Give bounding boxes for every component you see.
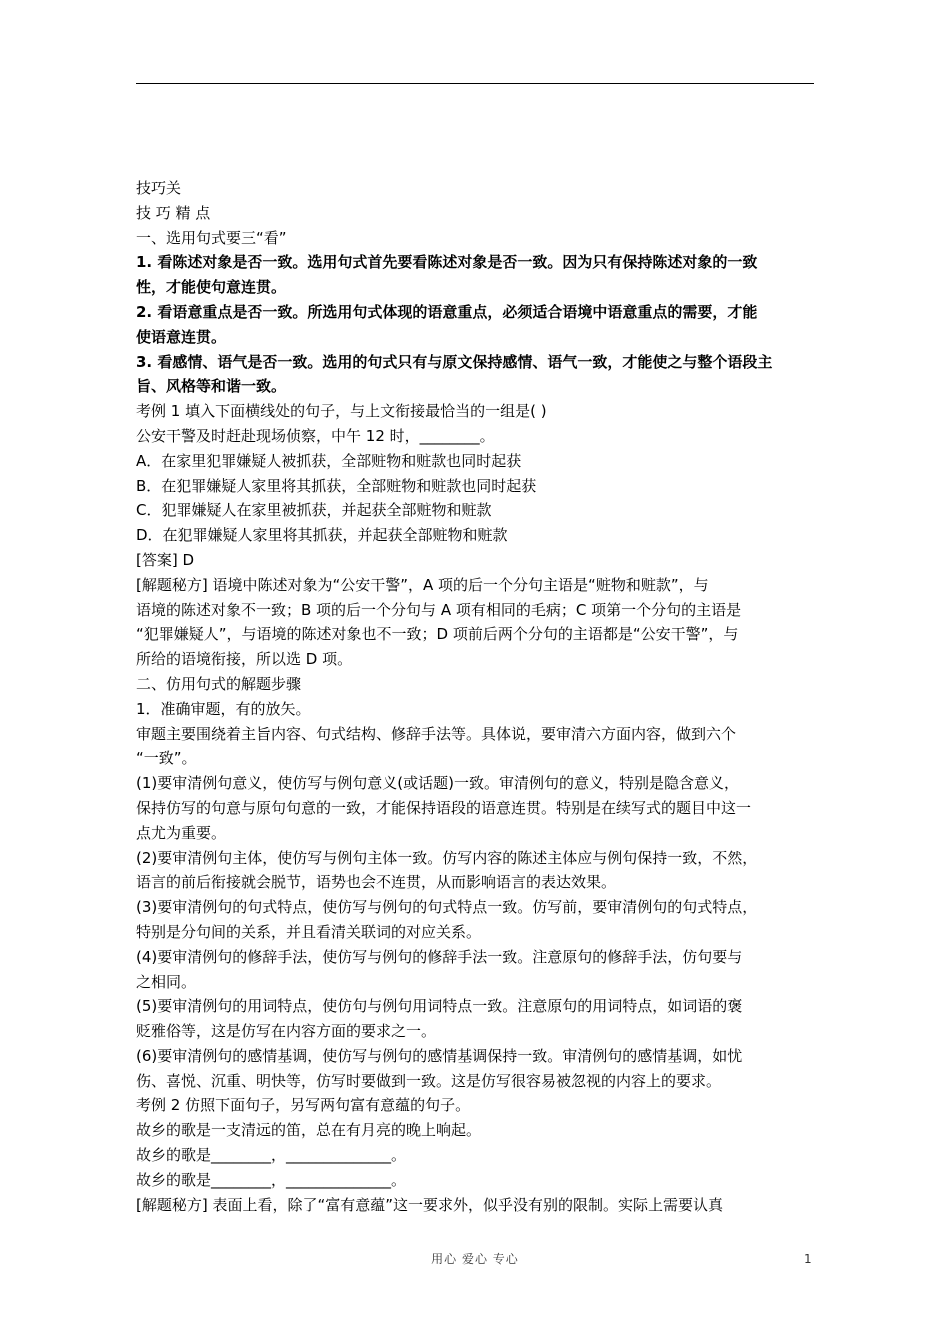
paragraph-line: (5)要审清例句的用词特点，使仿句与例句用词特点一致。注意原句的用词特点，如词语的褒 (136, 997, 743, 1016)
document-body (136, 176, 814, 1217)
heading-1: 一、选用句式要三“看” (136, 228, 287, 247)
paragraph-line: (4)要审清例句的修辞手法，使仿写与例句的修辞手法一致。注意原句的修辞手法，仿句要与 (136, 947, 743, 966)
paragraph-line: 审题主要围绕着主旨内容、句式结构、修辞手法等。具体说，要审清六方面内容，做到六个 (136, 724, 737, 743)
solution-line: [解题秘方] 语境中陈述对象为“公安干警”，A 项的后一个分句主语是“赃物和赃款”，与 (136, 575, 709, 594)
solution-line: [解题秘方] 表面上看，除了“富有意蕴”这一要求外，似乎没有别的限制。实际上需要认真 (136, 1195, 724, 1214)
example-2-question: 考例 2 仿照下面句子，另写两句富有意蕴的句子。 (136, 1096, 471, 1115)
example-2-blank: 故乡的歌是________，______________。 (136, 1170, 407, 1189)
paragraph-line: 2. 看语意重点是否一致。所选用句式体现的语意重点，必须适合语境中语意重点的需要，才能 (136, 302, 758, 321)
header-rule (136, 83, 814, 84)
option-d: D．在犯罪嫌疑人家里将其抓获，并起获全部赃物和赃款 (136, 526, 508, 545)
paragraph-line: 语言的前后衔接就会脱节，语势也会不连贯，从而影响语言的表达效果。 (136, 873, 617, 892)
paragraph-line: (2)要审清例句主体，使仿写与例句主体一致。仿写内容的陈述主体应与例句保持一致，不然， (136, 848, 758, 867)
section-title: 技 巧 精 点 (136, 203, 211, 222)
paragraph-line: 伤、喜悦、沉重、明快等，仿写时要做到一致。这是仿写很容易被忽视的内容上的要求。 (136, 1071, 722, 1090)
example-1-context: 公安干警及时赶赴现场侦察，中午 12 时，________。 (136, 426, 495, 445)
example-2-sentence: 故乡的歌是一支清远的笛，总在有月亮的晚上响起。 (136, 1121, 482, 1140)
paragraph-line: 性，才能使句意连贯。 (136, 278, 287, 297)
paragraph-line: 贬雅俗等，这是仿写在内容方面的要求之一。 (136, 1022, 437, 1041)
solution-line: 所给的语境衔接，所以选 D 项。 (136, 650, 353, 669)
example-2-blank: 故乡的歌是________，______________。 (136, 1146, 407, 1165)
solution-line: 语境的陈述对象不一致；B 项的后一个分句与 A 项有相同的毛病；C 项第一个分句的主语是 (136, 600, 742, 619)
paragraph-line: 旨、风格等和谐一致。 (136, 377, 287, 396)
option-b: B．在犯罪嫌疑人家里将其抓获，全部赃物和赃款也同时起获 (136, 476, 537, 495)
option-a: A．在家里犯罪嫌疑人被抓获，全部赃物和赃款也同时起获 (136, 451, 522, 470)
subheading: 1．准确审题，有的放矢。 (136, 699, 311, 718)
paragraph-line: 使语意连贯。 (136, 327, 227, 346)
heading-2: 二、仿用句式的解题步骤 (136, 674, 302, 693)
paragraph-line: (1)要审清例句意义，使仿写与例句意义(或话题)一致。审清例句的意义，特别是隐含意义， (136, 774, 739, 793)
paragraph-line: 之相同。 (136, 972, 197, 991)
footer-motto: 用心 爱心 专心 (431, 1252, 519, 1266)
page-footer (0, 1248, 950, 1270)
paragraph-line: (3)要审清例句的句式特点，使仿写与例句的句式特点一致。仿写前，要审清例句的句式特点， (136, 898, 758, 917)
paragraph-line: 点尤为重要。 (136, 823, 227, 842)
paragraph-line: 保持仿写的句意与原句句意的一致，才能保持语段的语意连贯。特别是在续写式的题目中这一 (136, 798, 752, 817)
paragraph-line: 特别是分句间的关系，并且看清关联词的对应关系。 (136, 922, 482, 941)
paragraph-line: 1. 看陈述对象是否一致。选用句式首先要看陈述对象是否一致。因为只有保持陈述对象的一致 (136, 253, 758, 272)
page-number: 1 (804, 1252, 812, 1266)
paragraph-line: 3. 看感情、语气是否一致。选用的句式只有与原文保持感情、语气一致，才能使之与整个语段主 (136, 352, 773, 371)
solution-line: “犯罪嫌疑人”，与语境的陈述对象也不一致；D 项前后两个分句的主语都是“公安干警”，与 (136, 625, 739, 644)
paragraph-line: (6)要审清例句的感情基调，使仿写与例句的感情基调保持一致。审清例句的感情基调，如忧 (136, 1046, 743, 1065)
answer-line: [答案] D (136, 550, 195, 569)
doc-title: 技巧关 (136, 179, 182, 197)
paragraph-line: “一致”。 (136, 749, 197, 768)
example-1-question: 考例 1 填入下面横线处的句子，与上文衔接最恰当的一组是( ) (136, 402, 547, 421)
option-c: C．犯罪嫌疑人在家里被抓获，并起获全部赃物和赃款 (136, 501, 492, 520)
